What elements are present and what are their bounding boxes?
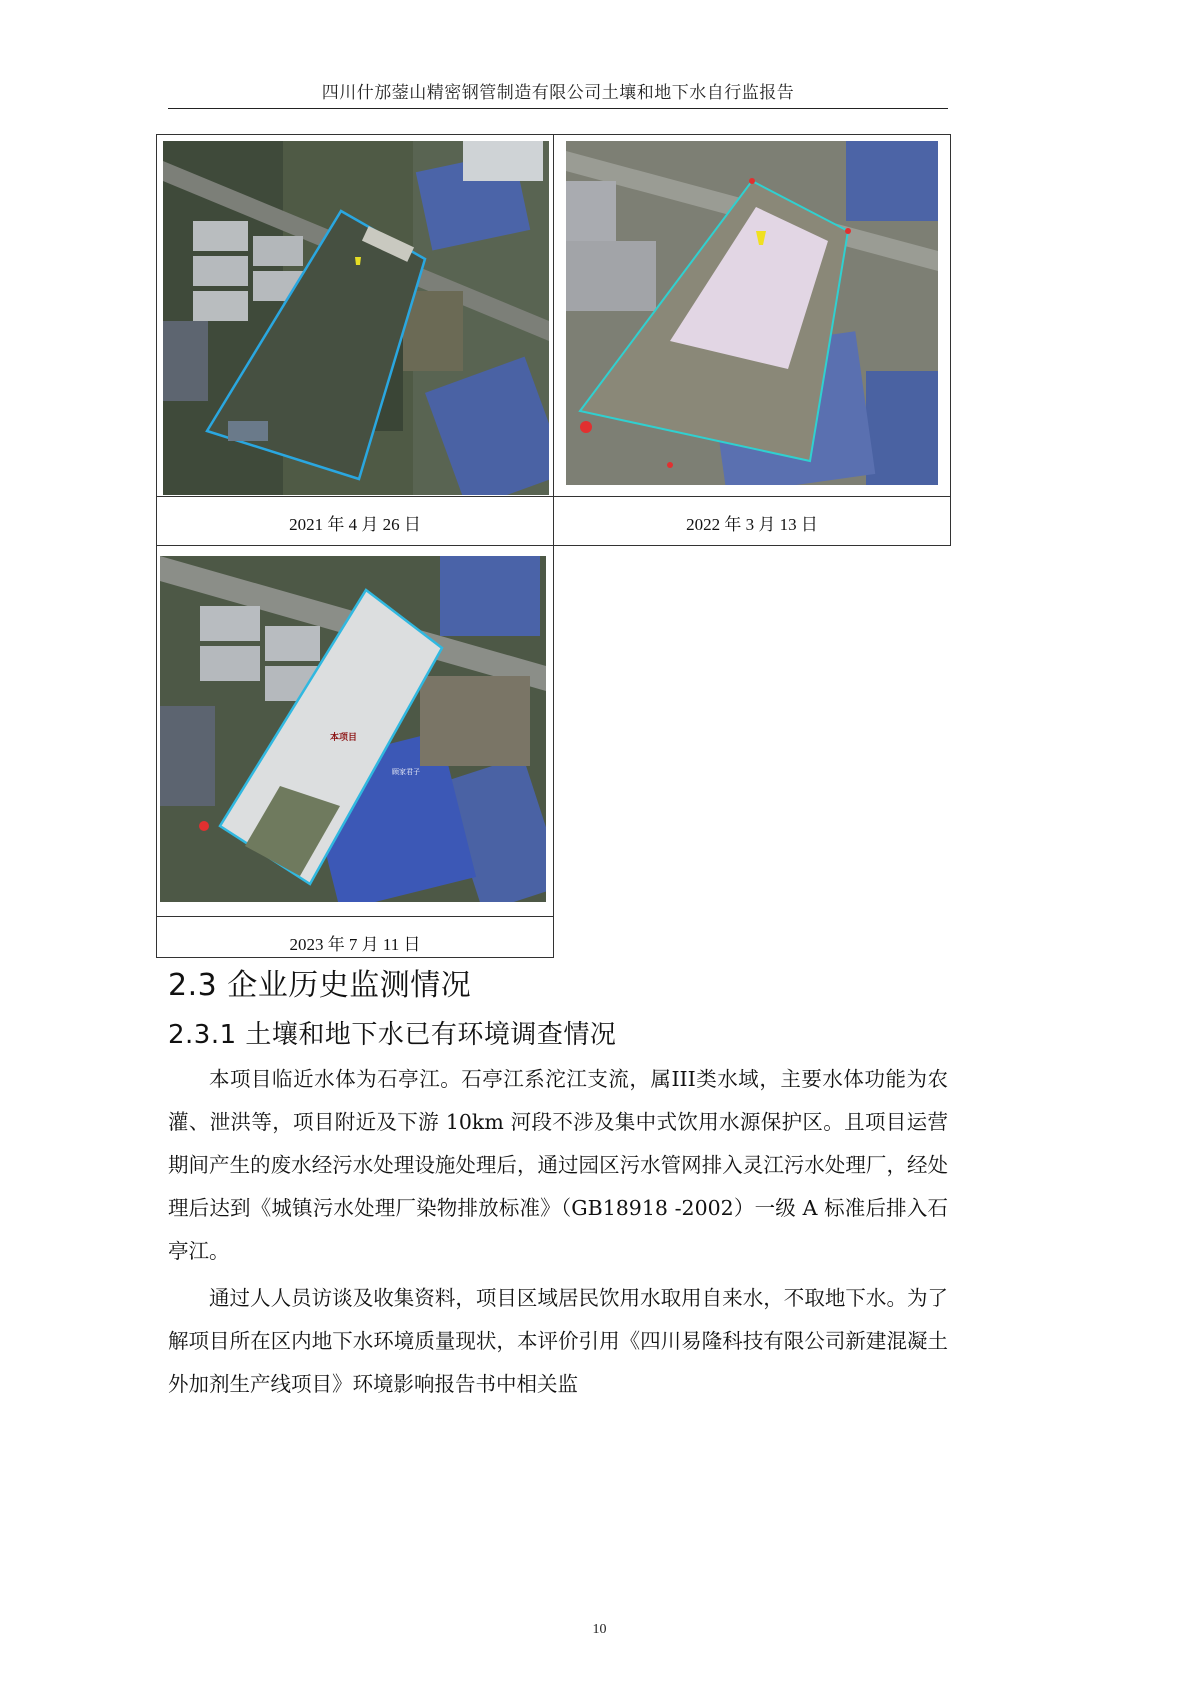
satellite-image-2023 [160, 556, 546, 902]
figure-caption-2023: 2023 年 7 月 11 日 [289, 935, 421, 954]
body-text [168, 1058, 948, 1406]
section-heading: 2.3 企业历史监测情况 [168, 968, 472, 1003]
satellite-image-2021 [163, 141, 549, 495]
caption-divider-row2 [156, 916, 554, 917]
paragraph-1: 本项目临近水体为石亭江。石亭江系沱江支流，属III类水域，主要水体功能为农灌、泄洪等，项目附近及下游 10km 河段不涉及集中式饮用水源保护区。且项目运营期间产生的废水经污水处理设施处理后，通过园区污水管网排入灵江污水处理厂，经处理后达到《城镇污水处理厂染物排放标准》（GB18918 -2002）一级 A 标准后排入石亭江。 [168, 1067, 948, 1263]
page-header-title: 四川什邡蓥山精密钢管制造有限公司土壤和地下水自行监报告 [321, 83, 795, 103]
caption-divider-row1 [156, 496, 951, 497]
page-number: 10 [592, 1622, 607, 1637]
map-label-project: 本项目 [330, 733, 358, 743]
figure-caption-2022: 2022 年 3 月 13 日 [686, 515, 818, 534]
subsection-heading: 2.3.1 土壤和地下水已有环境调查情况 [168, 1020, 617, 1050]
figure-caption-2021: 2021 年 4 月 26 日 [289, 515, 421, 534]
satellite-image-2022 [566, 141, 938, 485]
paragraph-2: 通过人人员访谈及收集资料，项目区域居民饮用水取用自来水，不取地下水。为了解项目所在区内地下水环境质量现状，本评价引用《四川易隆科技有限公司新建混凝土外加剂生产线项目》环境影响报告书中相关监 [168, 1286, 948, 1396]
header-divider [168, 108, 948, 109]
map-label-neighbor: 顾家君子 [392, 768, 420, 776]
